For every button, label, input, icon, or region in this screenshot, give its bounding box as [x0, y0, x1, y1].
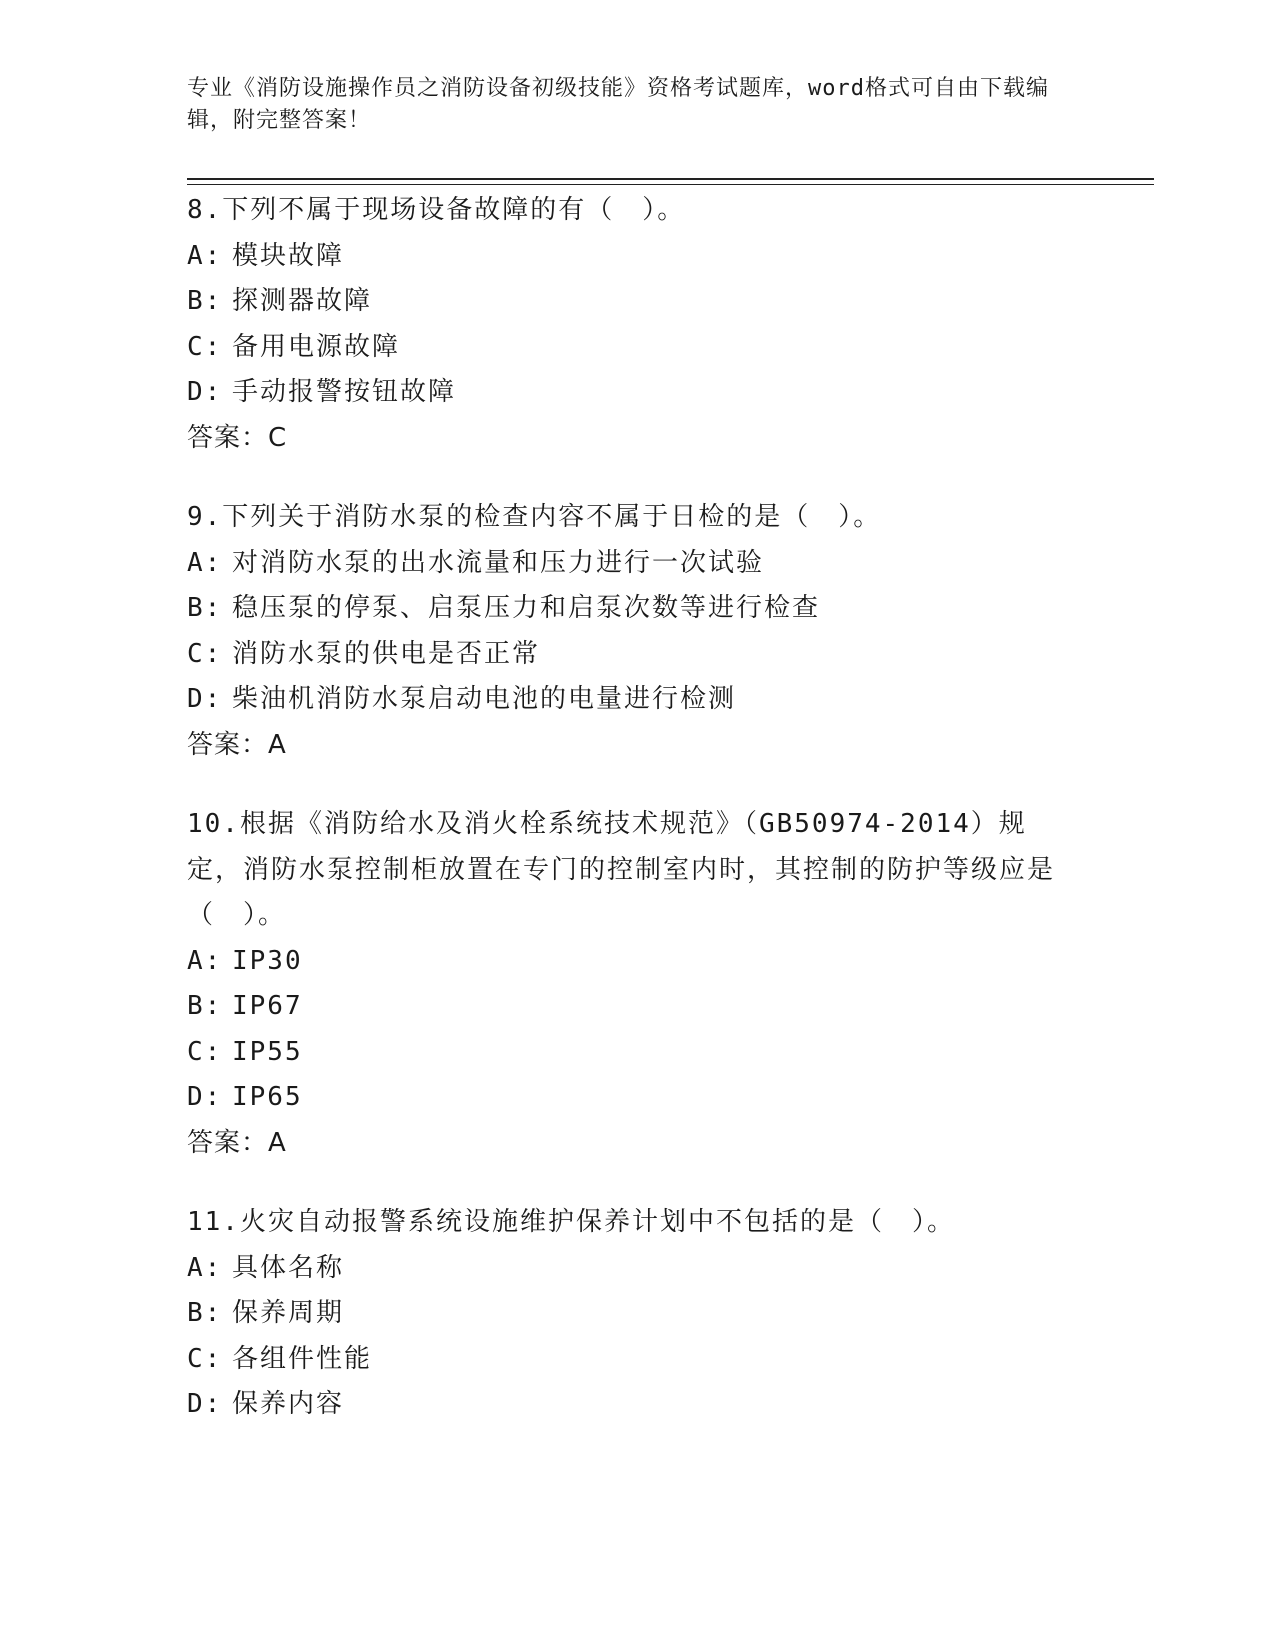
option-text: 稳压泵的停泵、启泵压力和启泵次数等进行检查 [232, 593, 821, 623]
option-text: 备用电源故障 [232, 331, 401, 362]
option-d [187, 1382, 1067, 1428]
option-key: D: [187, 1389, 223, 1419]
option-d [187, 1075, 1067, 1121]
option-a [187, 234, 1067, 280]
option-a [187, 1246, 1067, 1292]
option-text: IP30 [232, 945, 303, 976]
option-key: A: [187, 945, 223, 976]
option-text: 手动报警按钮故障 [232, 377, 457, 407]
answer-line: 答案：A [187, 1127, 287, 1158]
option-text: 各组件性能 [232, 1343, 373, 1374]
option-b [187, 1291, 1067, 1337]
option-c [187, 632, 1067, 678]
question-stem: 10.根据《消防给水及消火栓系统技术规范》（GB50974-2014）规定，消防水泵控制柜放置在专门的控制室内时，其控制的防护等级应是（ ）。 [187, 809, 1056, 930]
option-key: B: [187, 991, 223, 1021]
header-divider-thin [187, 184, 1154, 185]
option-text: 对消防水泵的出水流量和压力进行一次试验 [232, 547, 765, 578]
option-text: 具体名称 [232, 1252, 345, 1283]
option-b [187, 586, 1067, 632]
option-a [187, 939, 1067, 985]
option-text: IP65 [232, 1082, 303, 1112]
option-key: B: [187, 286, 223, 316]
option-text: 消防水泵的供电是否正常 [232, 638, 541, 669]
option-c [187, 1337, 1067, 1383]
question-stem: 9.下列关于消防水泵的检查内容不属于日检的是（ ）。 [187, 502, 882, 532]
option-key: C: [187, 331, 223, 362]
option-key: D: [187, 1082, 223, 1112]
option-key: C: [187, 1343, 223, 1374]
option-d [187, 677, 1067, 723]
option-b [187, 984, 1067, 1030]
question-9 [187, 495, 1067, 768]
option-key: D: [187, 377, 223, 407]
answer-line: 答案：A [187, 729, 287, 760]
option-d [187, 370, 1067, 416]
option-key: A: [187, 240, 223, 271]
option-text: 探测器故障 [232, 286, 373, 316]
question-10 [187, 802, 1067, 1166]
option-key: C: [187, 1036, 223, 1067]
option-key: C: [187, 638, 223, 669]
header-divider-thick [187, 178, 1154, 180]
document-header: 专业《消防设施操作员之消防设备初级技能》资格考试题库，word格式可自由下载编辑，附完整答案！ [187, 76, 1049, 133]
option-c [187, 325, 1067, 371]
option-text: 保养周期 [232, 1298, 345, 1328]
question-stem: 11.火灾自动报警系统设施维护保养计划中不包括的是（ ）。 [187, 1207, 955, 1237]
option-text: 模块故障 [232, 240, 345, 271]
question-stem: 8.下列不属于现场设备故障的有（ ）。 [187, 195, 686, 225]
option-key: A: [187, 1252, 223, 1283]
option-key: B: [187, 1298, 223, 1328]
option-b [187, 279, 1067, 325]
option-a [187, 541, 1067, 587]
answer-line: 答案：C [187, 422, 288, 453]
question-list [187, 188, 1067, 1462]
option-c [187, 1030, 1067, 1076]
option-text: IP67 [232, 991, 303, 1021]
question-11 [187, 1200, 1067, 1428]
question-8 [187, 188, 1067, 461]
option-text: IP55 [232, 1036, 303, 1067]
option-key: A: [187, 547, 223, 578]
option-text: 保养内容 [232, 1389, 345, 1419]
option-key: D: [187, 684, 223, 714]
option-key: B: [187, 593, 223, 623]
option-text: 柴油机消防水泵启动电池的电量进行检测 [232, 684, 737, 714]
